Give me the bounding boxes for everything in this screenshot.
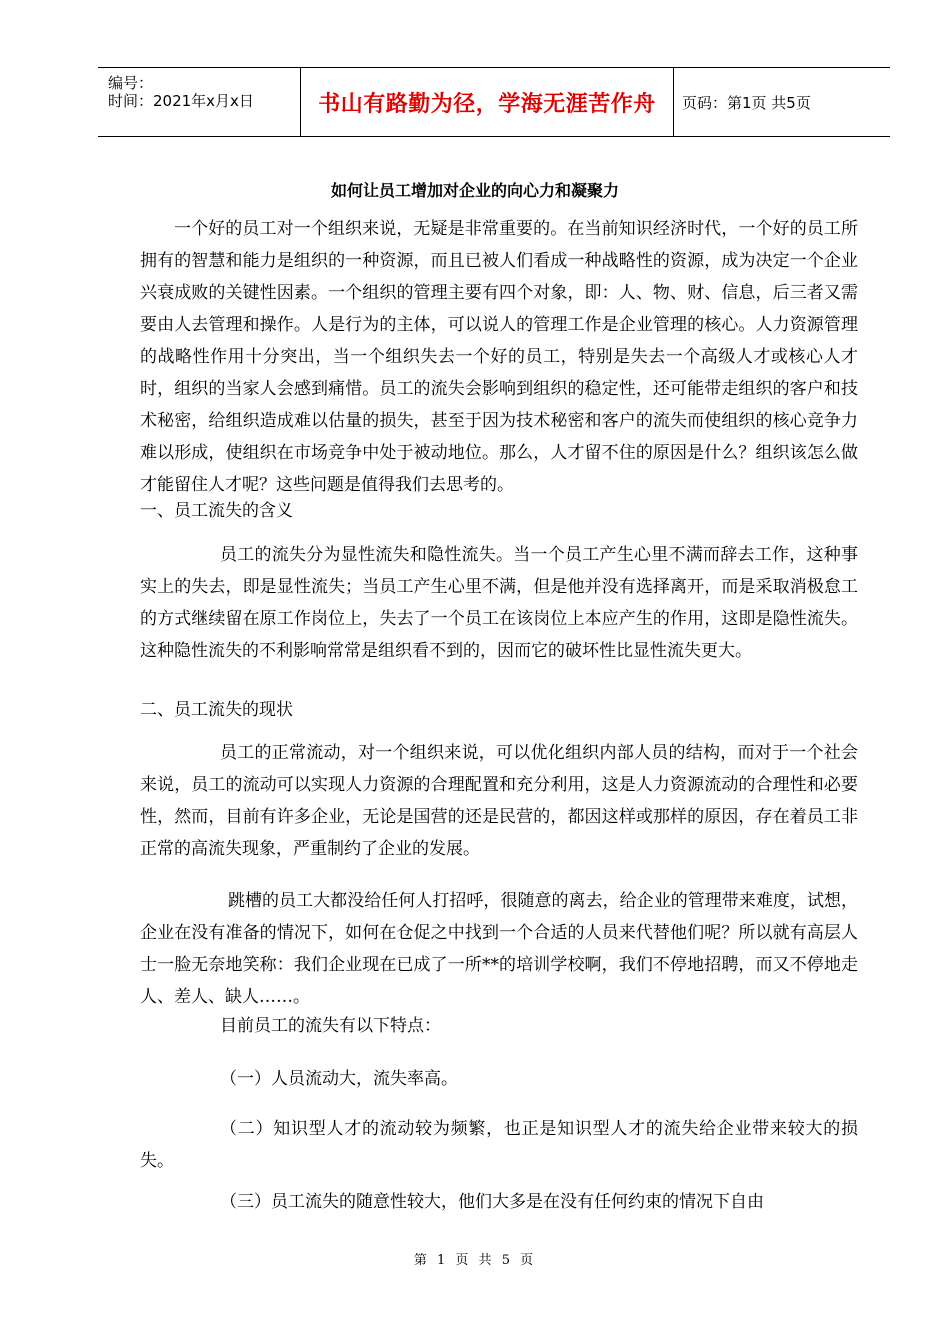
paragraph-intro: 一个好的员工对一个组织来说，无疑是非常重要的。在当前知识经济时代，一个好的员工所拥有的智慧和能力是组织的一种资源，而且已被人们看成一种战略性的资源，成为决定一个企业兴衰成败的关键性因素。一个组织的管理主要有四个对象，即：人、物、财、信息，后三者又需要由人去管理和操作。人是行为的主体，可以说人的管理工作是企业管理的核心。人力资源管理的战略性作用十分突出，当一个组织失去一个好的员工，特别是失去一个高级人才或核心人才时，组织的当家人会感到痛惜。员工的流失会影响到组织的稳定性，还可能带走组织的客户和技术秘密，给组织造成难以估量的损失，甚至于因为技术秘密和客户的流失而使组织的核心竞争力难以形成，使组织在市场竞争中处于被动地位。那么，人才留不住的原因是什么？组织该怎么做才能留住人才呢？这些问题是值得我们去思考的。 (140, 219, 858, 495)
paragraph-job-hopping: 跳槽的员工大都没给任何人打招呼，很随意的离去，给企业的管理带来难度，试想，企业在没有准备的情况下，如何在仓促之中找到一个合适的人员来代替他们呢？所以就有高层人士一脸无奈地笑称：我们企业现在已成了一所**的培训学校啊，我们不停地招聘，而又不停地走人、差人、缺人……。 (140, 891, 858, 1007)
paragraph-features-intro: 目前员工的流失有以下特点： (220, 1016, 441, 1036)
list-item-feature-2: （二）知识型人才的流动较为频繁，也正是知识型人才的流失给企业带来较大的损失。 (140, 1119, 858, 1171)
header-table (98, 67, 890, 137)
page-info: 页码：第1页 共5页 (682, 93, 811, 112)
document-number-label: 编号： (108, 74, 154, 92)
motto-text: 书山有路勤为径，学海无涯苦作舟 (318, 91, 656, 117)
header-meta-cell (98, 68, 301, 136)
header-motto-cell (301, 68, 674, 136)
header-page-cell (674, 68, 890, 136)
document-time-label: 时间：2021年x月x日 (108, 92, 254, 110)
paragraph-definition: 员工的流失分为显性流失和隐性流失。当一个员工产生心里不满而辞去工作，这种事实上的失去，即是显性流失；当员工产生心里不满，但是他并没有选择离开，而是采取消极怠工的方式继续留在原工作岗位上，失去了一个员工在该岗位上本应产生的作用，这即是隐性流失。这种隐性流失的不利影响常常是组织看不到的，因而它的破坏性比显性流失更大。 (140, 545, 858, 661)
list-item-feature-3: （三）员工流失的随意性较大，他们大多是在没有任何约束的情况下自由 (220, 1192, 764, 1212)
page-footer: 第 1 页 共 5 页 (413, 1253, 537, 1268)
list-item-feature-1: （一）人员流动大，流失率高。 (220, 1069, 458, 1089)
document-title: 如何让员工增加对企业的向心力和凝聚力 (330, 181, 619, 200)
section-heading-1: 一、员工流失的含义 (140, 501, 293, 521)
paragraph-status: 员工的正常流动，对一个组织来说，可以优化组织内部人员的结构，而对于一个社会来说，员工的流动可以实现人力资源的合理配置和充分利用，这是人力资源流动的合理性和必要性，然而，目前有许多企业，无论是国营的还是民营的，都因这样或那样的原因，存在着员工非正常的高流失现象，严重制约了企业的发展。 (140, 743, 858, 859)
section-heading-2: 二、员工流失的现状 (140, 700, 293, 720)
